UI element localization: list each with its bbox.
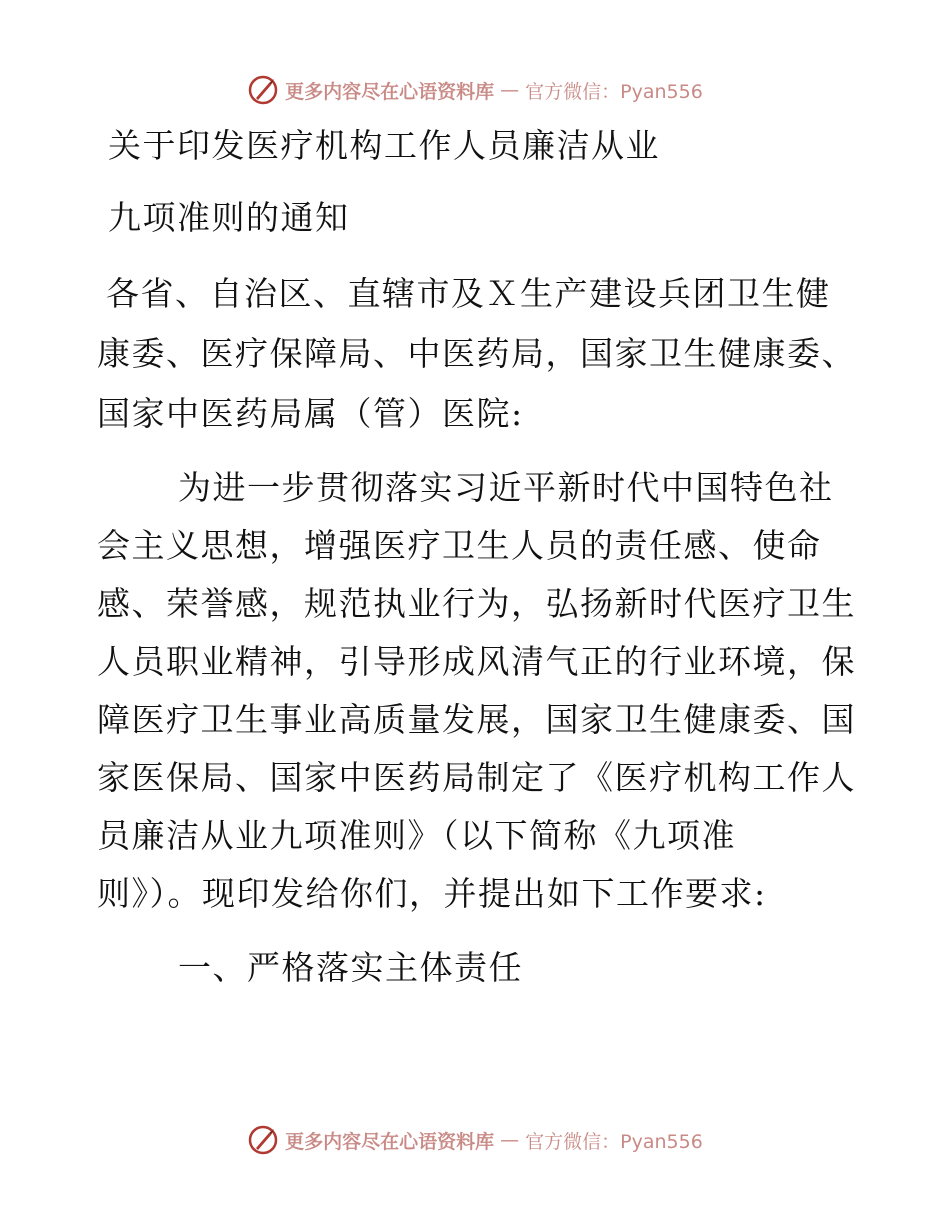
recipient-line-2: 康委、医疗保障局、中医药局，国家卫生健康委、 <box>97 334 856 373</box>
header-watermark <box>0 70 950 110</box>
watermark-dash: — <box>500 1129 520 1151</box>
watermark-dash: — <box>500 79 520 101</box>
section-heading: 一、严格落实主体责任 <box>178 948 523 987</box>
watermark-brand: 更多内容尽在心语资料库 <box>285 80 495 103</box>
watermark-brand: 更多内容尽在心语资料库 <box>285 1130 495 1153</box>
body-line-3: 感、荣誉感，规范执业行为，弘扬新时代医疗卫生 <box>97 584 856 623</box>
footer-watermark <box>0 1120 950 1160</box>
body-line-2: 会主义思想，增强医疗卫生人员的责任感、使命 <box>97 526 822 565</box>
body-line-6: 家医保局、国家中医药局制定了《医疗机构工作人 <box>97 758 856 797</box>
body-line-7: 员廉洁从业九项准则》（以下简称《九项准 <box>97 816 736 855</box>
body-line-4: 人员职业精神，引导形成风清气正的行业环境，保 <box>97 642 856 681</box>
watermark-contact: 官方微信：Pyan556 <box>525 1130 703 1153</box>
body-line-5: 障医疗卫生事业高质量发展，国家卫生健康委、国 <box>97 700 856 739</box>
quill-circle-logo-icon <box>247 1124 279 1156</box>
body-line-1: 为进一步贯彻落实习近平新时代中国特色社 <box>178 468 834 507</box>
watermark-contact: 官方微信：Pyan556 <box>525 80 703 103</box>
recipient-line-3: 国家中医药局属（管）医院: <box>97 394 524 433</box>
body-line-8: 则》）。现印发给你们，并提出如下工作要求: <box>97 874 767 913</box>
document-title-line-2: 九项准则的通知 <box>108 198 350 237</box>
recipient-line-1: 各省、自治区、直辖市及Ｘ生产建设兵团卫生健 <box>106 274 831 313</box>
quill-circle-logo-icon <box>247 74 279 106</box>
document-title-line-1: 关于印发医疗机构工作人员廉洁从业 <box>108 126 660 165</box>
